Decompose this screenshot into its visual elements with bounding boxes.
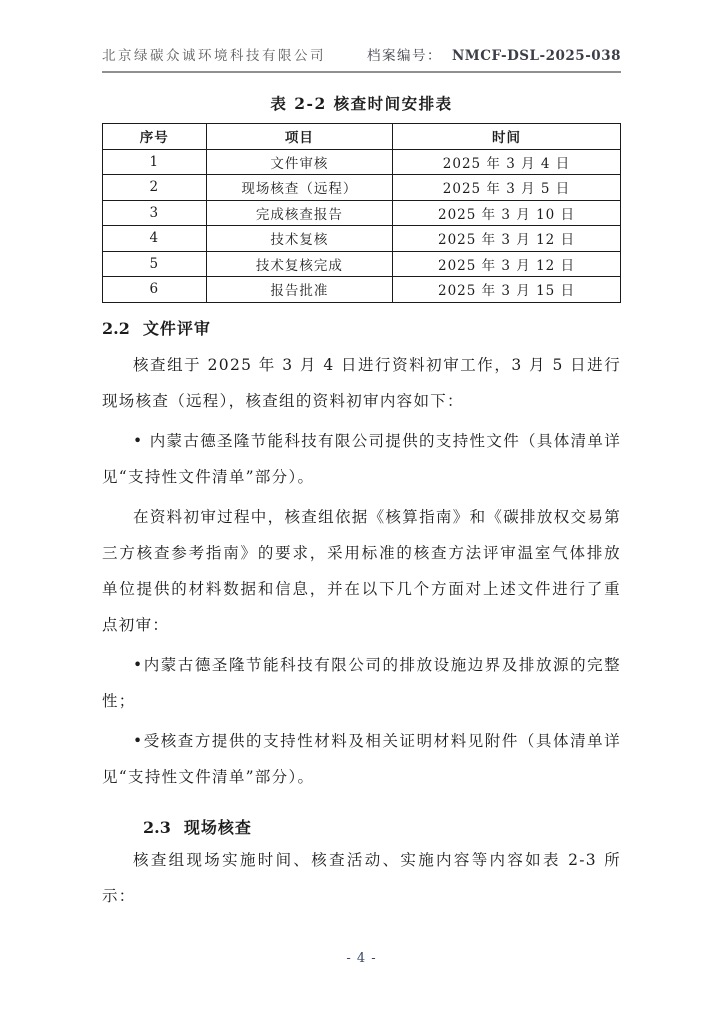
- bullet-item: •内蒙古德圣隆节能科技有限公司的排放设施边界及排放源的完整性；: [102, 655, 621, 710]
- table-header-row: [103, 124, 621, 150]
- bullet-item: • 内蒙古德圣隆节能科技有限公司提供的支持性文件（具体清单详见“支持性文件清单”部分）。: [102, 431, 621, 486]
- company-name: 北京绿碳众诚环境科技有限公司: [102, 48, 326, 64]
- cell-item: 技术复核: [206, 226, 392, 252]
- cell-no: 5: [103, 251, 207, 277]
- cell-time: 2025 年 3 月 15 日: [393, 277, 621, 303]
- section-title: 现场核查: [183, 817, 252, 837]
- table-row: [103, 175, 621, 201]
- cell-time: 2025 年 3 月 10 日: [393, 200, 621, 226]
- section-heading-2-3: [143, 815, 621, 838]
- archive-number-value: NMCF-DSL-2025-038: [451, 48, 621, 64]
- table-row: [103, 226, 621, 252]
- section-heading-2-2: [102, 316, 621, 339]
- section-number: 2.2: [102, 318, 130, 338]
- table-row: [103, 149, 621, 175]
- cell-no: 1: [103, 149, 207, 175]
- table-row: [103, 200, 621, 226]
- cell-item: 现场核查（远程）: [206, 175, 392, 201]
- page-header: [102, 0, 621, 73]
- cell-no: 4: [103, 226, 207, 252]
- paragraph: 核查组现场实施时间、核查活动、实施内容等内容如表 2-3 所示：: [102, 850, 621, 905]
- table-row: [103, 251, 621, 277]
- column-header-time: 时间: [393, 124, 621, 150]
- cell-item: 技术复核完成: [206, 251, 392, 277]
- cell-no: 6: [103, 277, 207, 303]
- cell-time: 2025 年 3 月 4 日: [393, 149, 621, 175]
- paragraph: 核查组于 2025 年 3 月 4 日进行资料初审工作，3 月 5 日进行现场核查（远程），核查组的资料初审内容如下：: [102, 355, 621, 410]
- cell-item: 完成核查报告: [206, 200, 392, 226]
- page-number: - 4 -: [346, 951, 377, 966]
- cell-item: 文件审核: [206, 149, 392, 175]
- cell-time: 2025 年 3 月 12 日: [393, 251, 621, 277]
- section-number: 2.3: [143, 817, 171, 837]
- cell-no: 2: [103, 175, 207, 201]
- page-content: [102, 0, 621, 914]
- table-caption: 表 2-2 核查时间安排表: [270, 94, 453, 113]
- paragraph: 在资料初审过程中，核查组依据《核算指南》和《碳排放权交易第三方核查参考指南》的要求，采用标准的核查方法评审温室气体排放单位提供的材料数据和信息，并在以下几个方面对上述文件进行了重点初审：: [102, 507, 621, 634]
- archive-number-label: 档案编号：: [366, 48, 442, 64]
- cell-no: 3: [103, 200, 207, 226]
- schedule-table: [102, 123, 621, 303]
- column-header-item: 项目: [206, 124, 392, 150]
- cell-item: 报告批准: [206, 277, 392, 303]
- column-header-no: 序号: [103, 124, 207, 150]
- archive-number-block: [367, 44, 621, 64]
- table-row: [103, 277, 621, 303]
- cell-time: 2025 年 3 月 5 日: [393, 175, 621, 201]
- section-title: 文件评审: [142, 318, 211, 338]
- cell-time: 2025 年 3 月 12 日: [393, 226, 621, 252]
- bullet-item: •受核查方提供的支持性材料及相关证明材料见附件（具体清单详见“支持性文件清单”部分）。: [102, 731, 621, 786]
